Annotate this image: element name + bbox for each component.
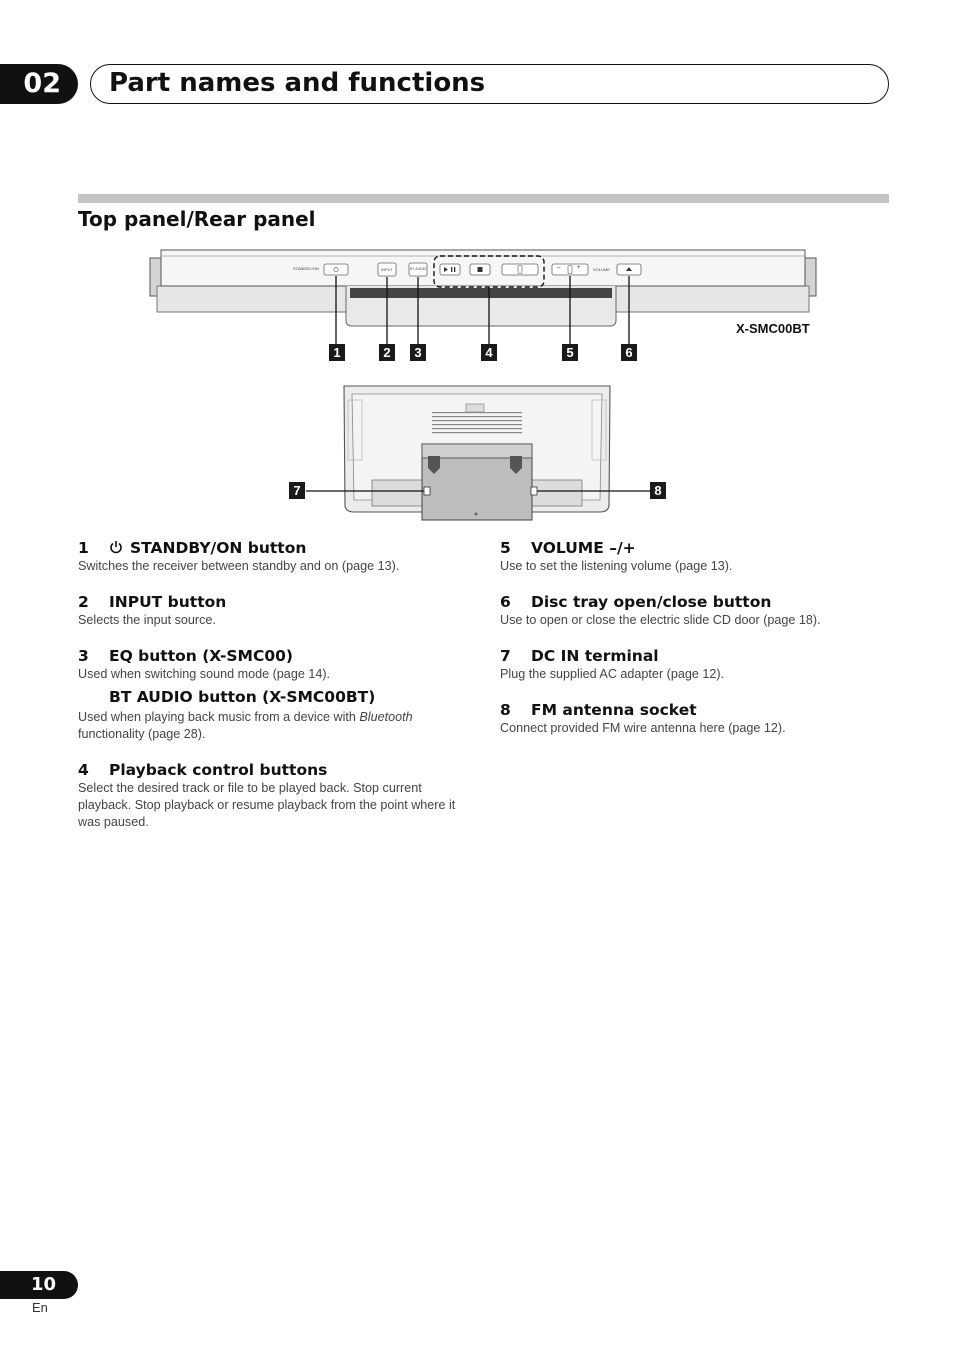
item-title: INPUT button [109,593,227,611]
language-code: En [32,1300,48,1315]
item-title: Playback control buttons [109,761,328,779]
callout-1: 1 [329,344,345,361]
item-volume [500,538,900,575]
section-title: Top panel/Rear panel [78,207,316,231]
panel-label-volume: VOLUME [593,267,610,272]
item-dc-in [500,646,900,683]
item-description: Select the desired track or file to be played back. Stop current playback. Stop playback or resume playback from the point where it was paused. [78,781,456,829]
item-description: Plug the supplied AC adapter (page 12). [500,667,725,681]
item-number: 5 [500,539,511,557]
item-title: EQ button (X-SMC00) [109,647,294,665]
item-subtitle: BT AUDIO button (X-SMC00BT) [109,688,376,706]
item-description: Connect provided FM wire antenna here (page 12). [500,721,786,735]
chapter-number-tab: 02 [0,64,78,104]
callout-7: 7 [289,482,305,499]
callout-3: 3 [410,344,426,361]
callout-2: 2 [379,344,395,361]
chapter-title: Part names and functions [109,68,486,98]
item-disc-tray [500,592,900,629]
item-description: Use to open or close the electric slide CD door (page 18). [500,613,821,627]
item-standby [78,538,478,575]
power-icon [109,540,123,554]
item-number: 6 [500,593,511,611]
panel-label-standby: STANDBY/ON [293,266,319,271]
item-title: STANDBY/ON button [130,539,307,557]
item-title: VOLUME –/+ [531,539,636,557]
item-title: DC IN terminal [531,647,659,665]
item-number: 2 [78,593,89,611]
item-number: 4 [78,761,89,779]
panel-label-minus: – [557,265,561,271]
panel-label-bt-audio: BT AUDIO [410,267,427,271]
item-fm-antenna [500,700,900,737]
callout-6: 6 [621,344,637,361]
item-description: Selects the input source. [78,613,216,627]
item-eq [78,646,478,743]
item-number: 3 [78,647,89,665]
product-diagram [0,0,954,530]
item-sub-description: Used when playing back music from a device with Bluetooth functionality (page 28). [78,710,413,741]
description-column-right [500,538,900,747]
item-number: 7 [500,647,511,665]
top-panel-illustration [150,250,816,344]
item-input [78,592,478,629]
item-number: 1 [78,539,89,557]
panel-label-plus: + [577,265,581,271]
item-description: Switches the receiver between standby and on (page 13). [78,559,400,573]
item-description: Used when switching sound mode (page 14). [78,667,331,681]
item-title: Disc tray open/close button [531,593,772,611]
page-number-tab: 10 [0,1271,78,1299]
description-column-left [78,538,478,841]
callout-5: 5 [562,344,578,361]
rear-panel-illustration [306,386,650,520]
callout-8: 8 [650,482,666,499]
model-label: X-SMC00BT [736,321,810,336]
item-description: Use to set the listening volume (page 13). [500,559,733,573]
panel-label-input: INPUT [381,267,393,272]
item-number: 8 [500,701,511,719]
item-title: FM antenna socket [531,701,697,719]
callout-4: 4 [481,344,497,361]
item-playback [78,760,478,831]
